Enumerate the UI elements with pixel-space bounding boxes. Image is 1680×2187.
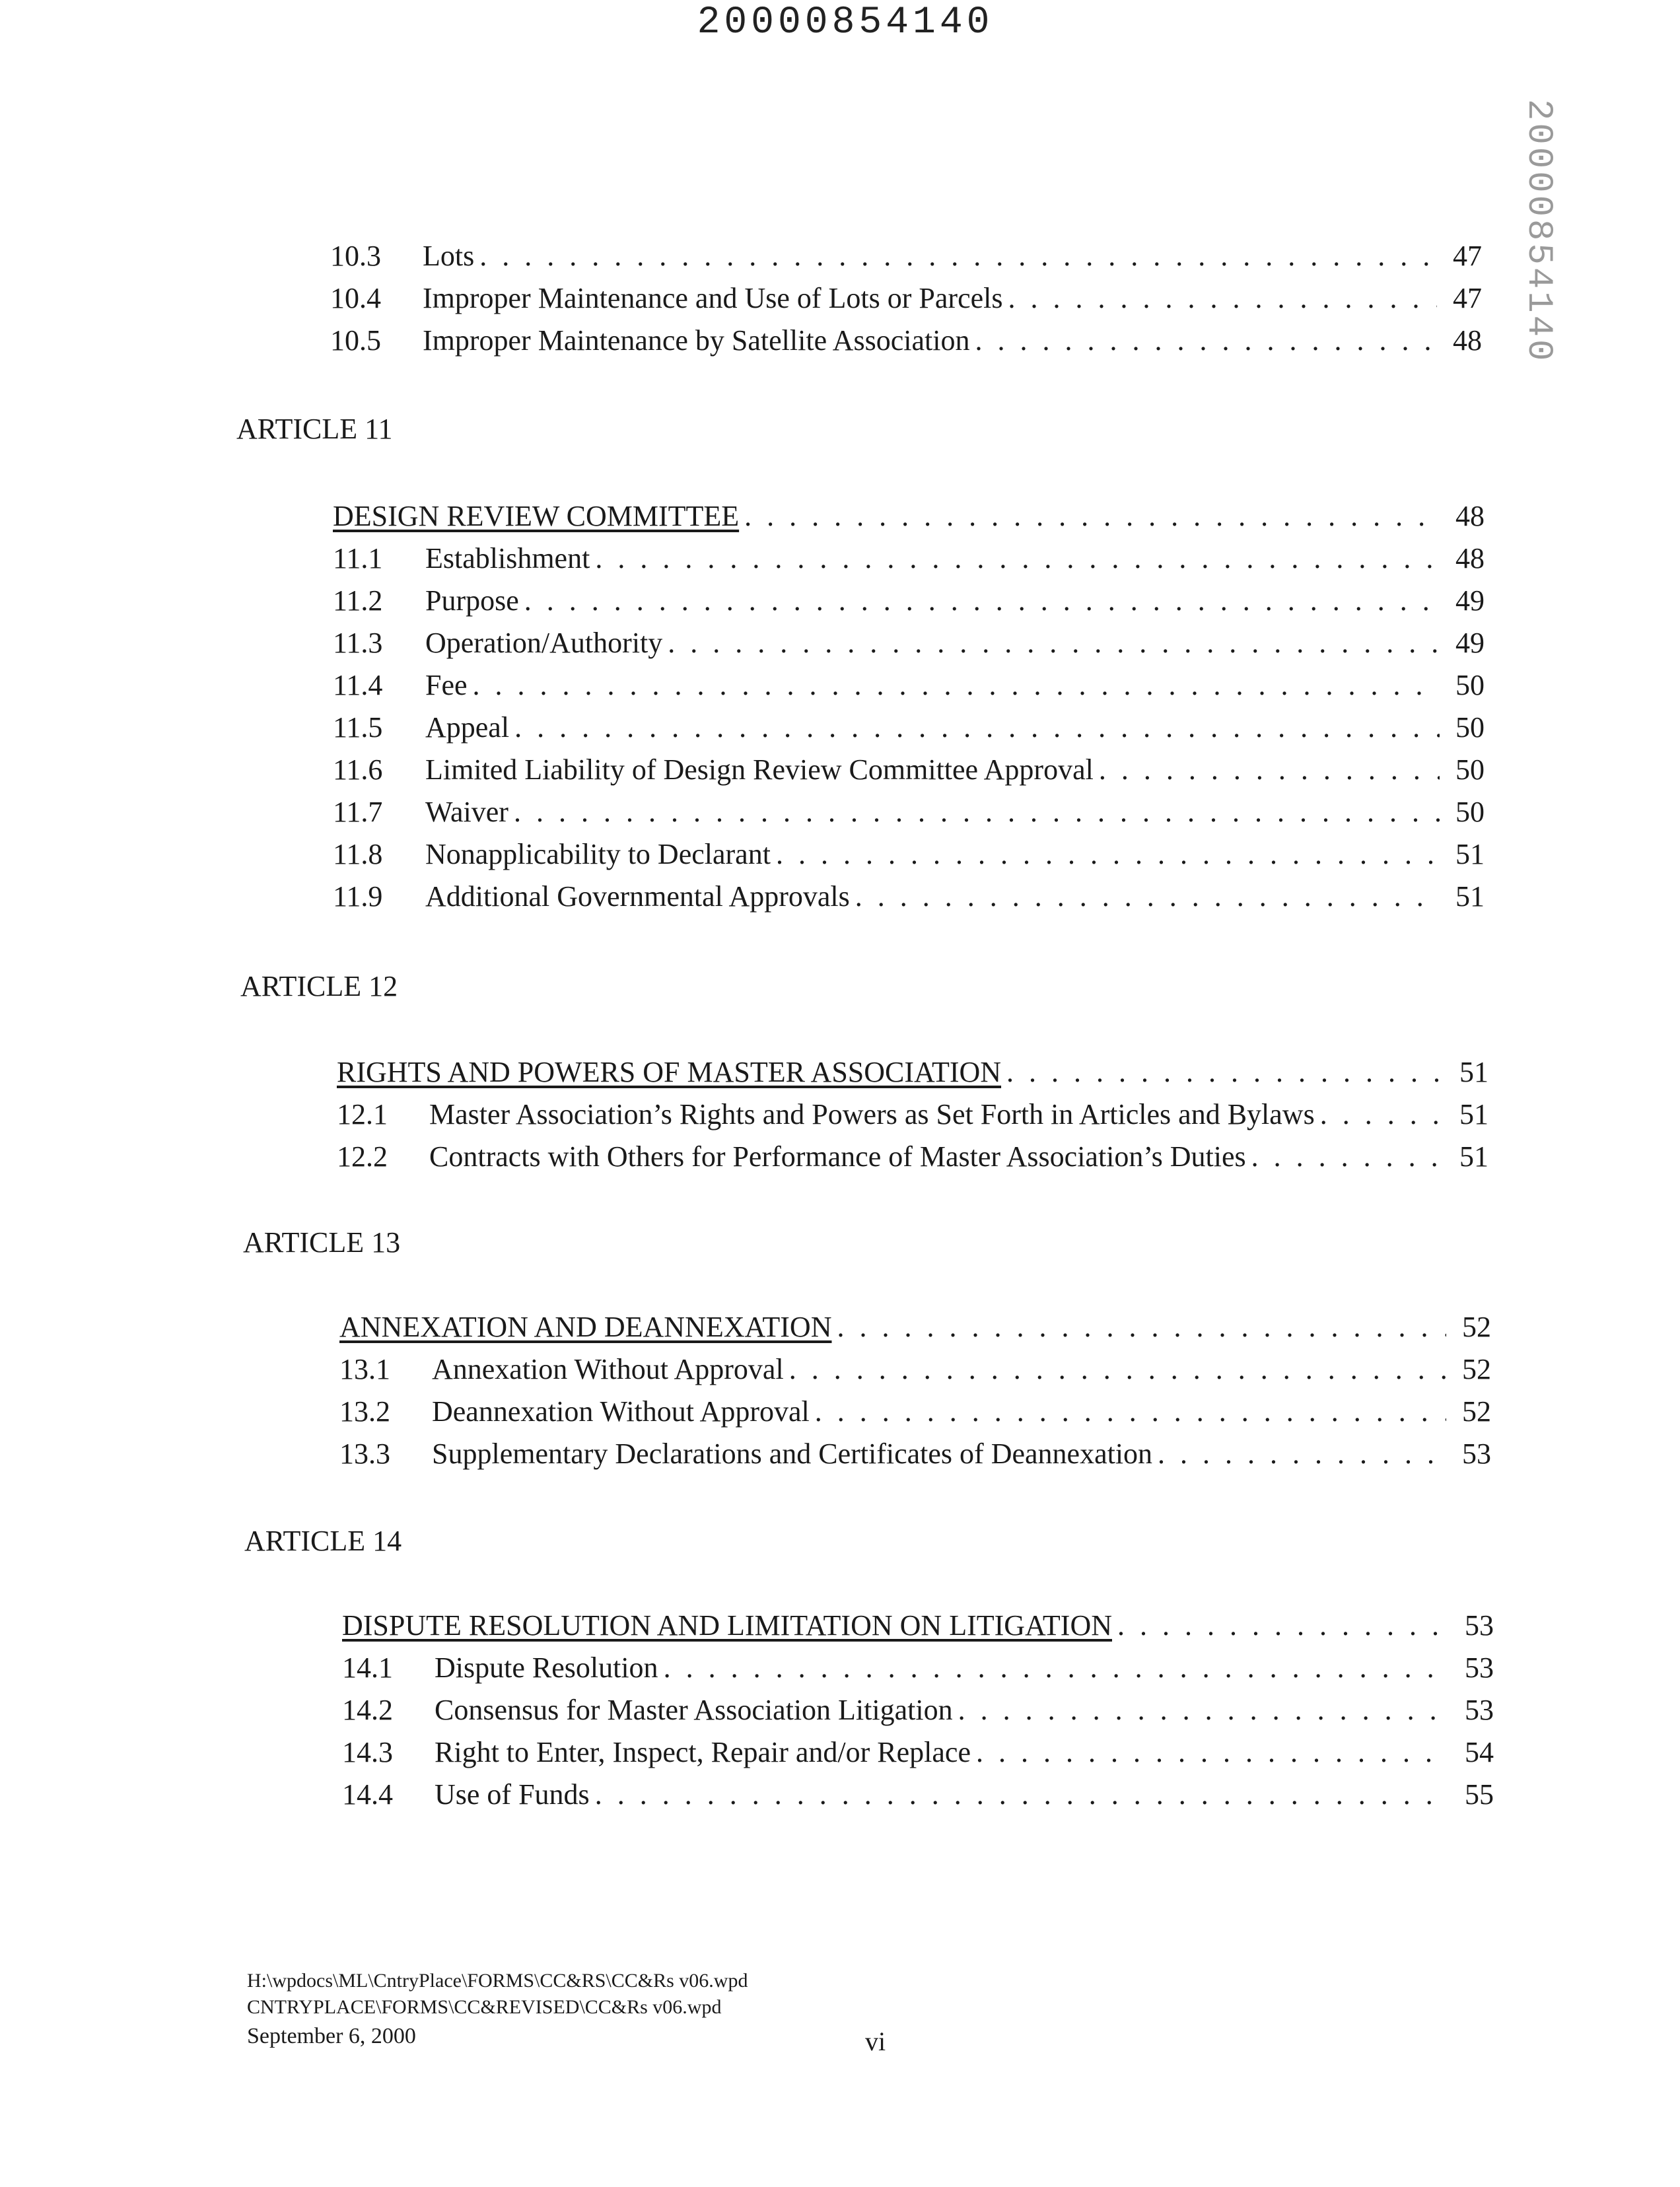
section-number: 11.1 — [333, 542, 383, 574]
toc-entry[interactable] — [333, 664, 1485, 707]
leader-dots — [958, 1689, 1449, 1731]
page-number: 52 — [1462, 1395, 1491, 1428]
toc-article-heading[interactable] — [333, 495, 1485, 538]
section-title: Limited Liability of Design Review Committee Approval — [425, 753, 1094, 786]
section-number: 12.1 — [337, 1098, 388, 1130]
section-title: Dispute Resolution — [435, 1651, 658, 1684]
leader-dots — [744, 495, 1440, 538]
section-title: Right to Enter, Inspect, Repair and/or Replace — [435, 1736, 971, 1768]
section-number: 11.5 — [333, 711, 383, 744]
toc-entry[interactable] — [333, 622, 1485, 664]
leader-dots — [975, 320, 1437, 362]
leader-dots — [837, 1306, 1446, 1348]
toc-article-heading[interactable] — [337, 1051, 1488, 1094]
page-number: 49 — [1455, 584, 1485, 617]
leader-dots — [1117, 1605, 1449, 1647]
section-number: 12.2 — [337, 1140, 388, 1173]
toc-entry[interactable] — [342, 1689, 1494, 1731]
document-number: 20000854140 — [697, 1, 994, 44]
section-number: 11.4 — [333, 669, 383, 701]
footer-file-path-revised: CNTRYPLACE\FORMS\CC&REVISED\CC&Rs v06.wpd — [247, 1996, 722, 2018]
leader-dots — [776, 833, 1440, 876]
page-number: 50 — [1455, 669, 1485, 701]
page-number: 47 — [1453, 282, 1482, 314]
toc-entry[interactable] — [339, 1433, 1491, 1475]
leader-dots — [815, 1391, 1446, 1433]
leader-dots — [595, 538, 1440, 580]
leader-dots — [789, 1348, 1446, 1391]
page-number: 50 — [1455, 753, 1485, 786]
section-title: Fee — [425, 669, 468, 701]
article-label: ARTICLE 12 — [240, 970, 398, 1002]
page-number: 48 — [1453, 324, 1482, 357]
section-title: Additional Governmental Approvals — [425, 880, 850, 913]
toc-entry[interactable] — [333, 580, 1485, 622]
leader-dots — [479, 235, 1437, 277]
leader-dots — [976, 1731, 1449, 1774]
section-title: Annexation Without Approval — [432, 1353, 784, 1385]
leader-dots — [1251, 1136, 1444, 1178]
section-number: 11.7 — [333, 796, 383, 828]
page-number: 51 — [1455, 880, 1485, 913]
section-title: Waiver — [425, 796, 508, 828]
page-number: 50 — [1455, 711, 1485, 744]
toc-entry[interactable] — [333, 538, 1485, 580]
page-number: 50 — [1455, 796, 1485, 828]
page-number: 53 — [1462, 1438, 1491, 1470]
page-number: 48 — [1455, 500, 1485, 532]
toc-entry[interactable] — [337, 1094, 1488, 1136]
article-label: ARTICLE 13 — [243, 1226, 401, 1259]
article-title: ANNEXATION AND DEANNEXATION — [339, 1311, 832, 1343]
page-number: 52 — [1462, 1353, 1491, 1385]
section-title: Purpose — [425, 584, 519, 617]
leader-dots — [1006, 1051, 1444, 1094]
toc-entry[interactable] — [342, 1774, 1494, 1816]
leader-dots — [514, 791, 1440, 833]
article-title: DISPUTE RESOLUTION AND LIMITATION ON LITIGATION — [342, 1609, 1112, 1642]
toc-entry[interactable] — [333, 791, 1485, 833]
section-number: 10.4 — [330, 282, 381, 314]
leader-dots — [1158, 1433, 1446, 1475]
toc-entry[interactable] — [330, 277, 1482, 320]
section-title: Consensus for Master Association Litigation — [435, 1694, 953, 1726]
section-number: 13.3 — [339, 1438, 390, 1470]
section-title: Master Association’s Rights and Powers as Set Forth in Articles and Bylaws — [429, 1098, 1315, 1130]
footer-date: September 6, 2000 — [247, 2024, 416, 2048]
leader-dots — [595, 1774, 1449, 1816]
leader-dots — [664, 1647, 1449, 1689]
footer-file-path: H:\wpdocs\ML\CntryPlace\FORMS\CC&RS\CC&Rs v06.wpd — [247, 1970, 748, 1992]
page-number: 48 — [1455, 542, 1485, 574]
toc-entry[interactable] — [342, 1731, 1494, 1774]
toc-entry[interactable] — [342, 1647, 1494, 1689]
section-number: 10.3 — [330, 240, 381, 272]
section-title: Nonapplicability to Declarant — [425, 838, 771, 870]
page-number: 54 — [1465, 1736, 1494, 1768]
section-title: Contracts with Others for Performance of Master Association’s Duties — [429, 1140, 1246, 1173]
section-number: 14.4 — [342, 1778, 393, 1811]
leader-dots — [1099, 749, 1440, 791]
leader-dots — [1008, 277, 1437, 320]
section-number: 13.2 — [339, 1395, 390, 1428]
toc-entry[interactable] — [333, 876, 1485, 918]
toc-entry[interactable] — [337, 1136, 1488, 1178]
section-number: 11.8 — [333, 838, 383, 870]
page-number: 51 — [1459, 1056, 1488, 1088]
page-number: 55 — [1465, 1778, 1494, 1811]
article-title: DESIGN REVIEW COMMITTEE — [333, 500, 740, 532]
section-number: 11.9 — [333, 880, 383, 913]
toc-article-heading[interactable] — [342, 1605, 1494, 1647]
section-number: 13.1 — [339, 1353, 390, 1385]
section-number: 11.3 — [333, 627, 383, 659]
section-number: 10.5 — [330, 324, 381, 357]
section-number: 11.2 — [333, 584, 383, 617]
page-number: 49 — [1455, 627, 1485, 659]
section-title: Deannexation Without Approval — [432, 1395, 810, 1428]
toc-entry[interactable] — [339, 1348, 1491, 1391]
section-number: 14.2 — [342, 1694, 393, 1726]
page-number-footer: vi — [865, 2027, 886, 2056]
toc-entry[interactable] — [339, 1391, 1491, 1433]
toc-entry[interactable] — [333, 749, 1485, 791]
section-title: Use of Funds — [435, 1778, 590, 1811]
toc-article-heading[interactable] — [339, 1306, 1491, 1348]
toc-entry[interactable] — [333, 833, 1485, 876]
side-stamp: 20000854140 — [1518, 99, 1558, 364]
page-number: 51 — [1459, 1140, 1488, 1173]
section-title: Lots — [423, 240, 475, 272]
toc-entry[interactable] — [330, 320, 1482, 362]
article-title: RIGHTS AND POWERS OF MASTER ASSOCIATION — [337, 1056, 1002, 1088]
page-number: 53 — [1465, 1694, 1494, 1726]
leader-dots — [668, 622, 1440, 664]
article-label: ARTICLE 14 — [244, 1525, 402, 1557]
page-number: 51 — [1455, 838, 1485, 870]
leader-dots — [473, 664, 1440, 707]
section-title: Supplementary Declarations and Certificates of Deannexation — [432, 1438, 1153, 1470]
section-number: 11.6 — [333, 753, 383, 786]
toc-entry[interactable] — [330, 235, 1482, 277]
leader-dots — [1320, 1094, 1444, 1136]
page-number: 53 — [1465, 1609, 1494, 1642]
leader-dots — [855, 876, 1440, 918]
leader-dots — [524, 580, 1440, 622]
toc-entry[interactable] — [333, 707, 1485, 749]
leader-dots — [514, 707, 1440, 749]
section-title: Establishment — [425, 542, 590, 574]
section-title: Improper Maintenance and Use of Lots or Parcels — [423, 282, 1003, 314]
page-number: 51 — [1459, 1098, 1488, 1130]
page-number: 52 — [1462, 1311, 1491, 1343]
section-title: Operation/Authority — [425, 627, 663, 659]
section-number: 14.1 — [342, 1651, 393, 1684]
section-number: 14.3 — [342, 1736, 393, 1768]
section-title: Improper Maintenance by Satellite Association — [423, 324, 970, 357]
page-number: 53 — [1465, 1651, 1494, 1684]
article-label: ARTICLE 11 — [236, 413, 393, 445]
page-number: 47 — [1453, 240, 1482, 272]
section-title: Appeal — [425, 711, 510, 744]
